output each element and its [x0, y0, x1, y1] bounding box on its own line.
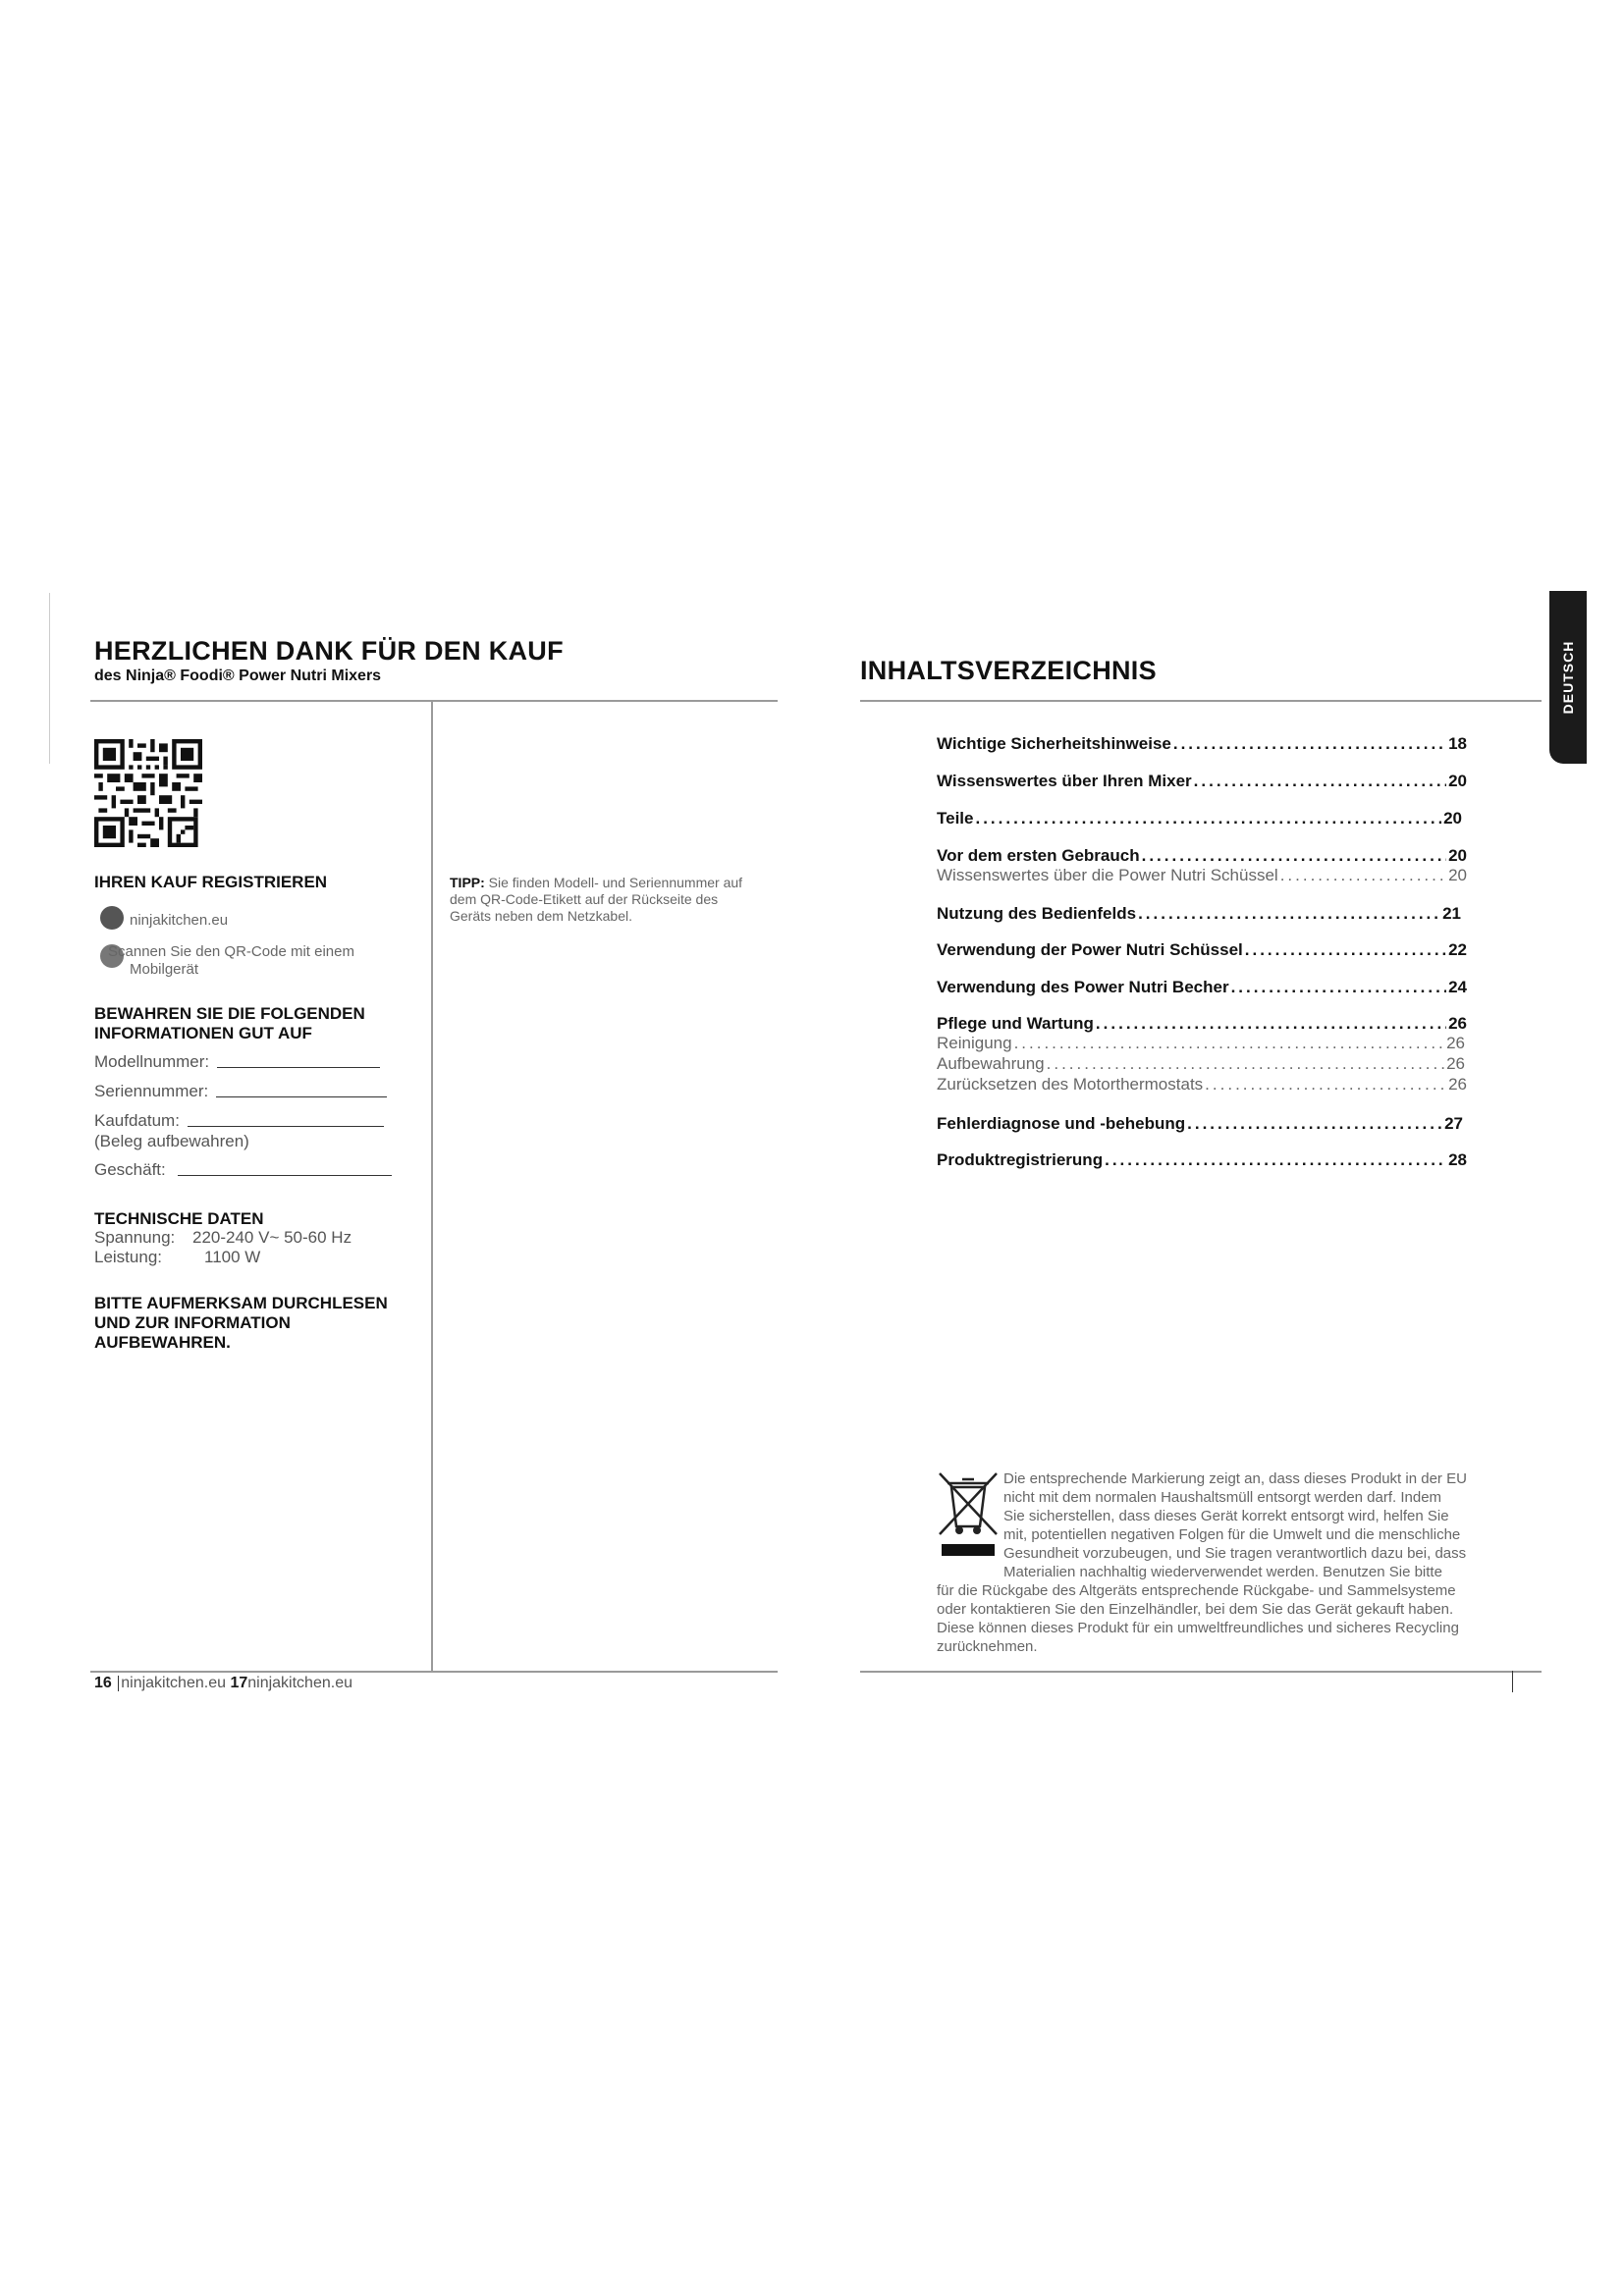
- toc-item[interactable]: [937, 940, 1467, 960]
- toc-leader-dots: [1245, 940, 1446, 960]
- register-heading: IHREN KAUF REGISTRIEREN: [94, 873, 328, 891]
- toc-item-page: 26: [1446, 1054, 1465, 1073]
- weee-line-5: Gesundheit vorzubeugen, und Sie tragen verantwortlich dazu bei, dass: [1003, 1545, 1467, 1562]
- weee-line-1: Die entsprechende Markierung zeigt an, dass dieses Produkt in der EU: [1003, 1470, 1467, 1487]
- toc-item-title: Pflege und Wartung: [937, 1014, 1094, 1033]
- tech-heading: TECHNISCHE DATEN: [94, 1209, 264, 1228]
- page-subtitle: des Ninja® Foodi® Power Nutri Mixers: [94, 667, 382, 684]
- weee-line-3: Sie sicherstellen, dass dieses Gerät korrekt entsorgt wird, helfen Sie: [1003, 1508, 1449, 1524]
- toc-item-title: Wissenswertes über Ihren Mixer: [937, 772, 1192, 790]
- toc-item-title: Wichtige Sicherheitshinweise: [937, 734, 1171, 753]
- toc-item-page: 20: [1448, 866, 1467, 884]
- toc-item[interactable]: [937, 809, 1462, 828]
- web-icon: [100, 906, 124, 930]
- toc-item[interactable]: [937, 734, 1467, 754]
- toc-item-page: 24: [1448, 978, 1467, 996]
- toc-leader-dots: [1014, 1034, 1445, 1053]
- toc-item[interactable]: [937, 1034, 1465, 1053]
- toc-leader-dots: [1047, 1054, 1444, 1074]
- toc-item-title: Verwendung der Power Nutri Schüssel: [937, 940, 1243, 959]
- toc-leader-dots: [1187, 1114, 1442, 1134]
- toc-item-title: Produktregistrierung: [937, 1150, 1104, 1169]
- toc-item[interactable]: [937, 772, 1467, 791]
- tip-line-2: dem QR-Code-Etikett auf der Rückseite des: [450, 891, 719, 907]
- read-notice-line-3: AUFBEWAHREN.: [94, 1333, 231, 1352]
- toc-item-page: 20: [1443, 809, 1462, 828]
- toc-title: INHALTSVERZEICHNIS: [860, 656, 1157, 685]
- toc-item[interactable]: [937, 846, 1467, 866]
- store-field[interactable]: [94, 1160, 392, 1180]
- tip-line-1: [450, 875, 742, 891]
- toc-item-title: Nutzung des Bedienfelds: [937, 904, 1137, 923]
- language-tab-label: DEUTSCH: [1560, 640, 1576, 715]
- serial-number-field[interactable]: [94, 1082, 387, 1101]
- toc-item-title: Reinigung: [937, 1034, 1012, 1052]
- toc-item-page: 20: [1448, 846, 1467, 865]
- serial-number-label: Seriennummer:: [94, 1082, 209, 1100]
- model-number-field[interactable]: [94, 1052, 380, 1072]
- toc-item-title: Teile: [937, 809, 974, 828]
- footer-divider-left: [90, 1671, 778, 1673]
- toc-leader-dots: [1105, 1150, 1446, 1170]
- tip-text-1: Sie finden Modell- und Seriennummer auf: [488, 875, 743, 890]
- keep-info-heading-line-1: BEWAHREN SIE DIE FOLGENDEN: [94, 1004, 365, 1023]
- weee-line-9: Diese können dieses Produkt für ein umweltfreundliches und sicheres Recycling: [937, 1620, 1459, 1636]
- keep-info-heading-line-2: INFORMATIONEN GUT AUF: [94, 1024, 312, 1042]
- voltage-value: 220-240 V~ 50-60 Hz: [192, 1228, 352, 1247]
- weee-line-8: oder kontaktieren Sie den Einzelhändler, bei dem Sie das Gerät gekauft haben.: [937, 1601, 1454, 1618]
- toc-item-title: Verwendung des Power Nutri Becher: [937, 978, 1229, 996]
- toc-item[interactable]: [937, 1150, 1467, 1170]
- toc-leader-dots: [1280, 866, 1446, 885]
- weee-line-4: mit, potentiellen negativen Folgen für die Umwelt und die menschliche: [1003, 1526, 1461, 1543]
- purchase-date-label: Kaufdatum:: [94, 1111, 180, 1130]
- weee-line-10: zurücknehmen.: [937, 1638, 1038, 1655]
- voltage-label: Spannung:: [94, 1228, 176, 1247]
- qr-code: [94, 739, 202, 847]
- page-title: HERZLICHEN DANK FÜR DEN KAUF: [94, 636, 564, 666]
- footer-site-left[interactable]: ninjakitchen.eu: [121, 1675, 226, 1691]
- page-number-right: 17: [230, 1675, 248, 1691]
- footer-site-right[interactable]: ninjakitchen.eu: [247, 1675, 352, 1691]
- receipt-note: (Beleg aufbewahren): [94, 1132, 249, 1150]
- page-number-left: 16: [94, 1675, 112, 1691]
- toc-item[interactable]: [937, 866, 1467, 885]
- toc-item-page: 26: [1448, 1075, 1467, 1094]
- toc-item-title: Vor dem ersten Gebrauch: [937, 846, 1140, 865]
- power-value: 1100 W: [204, 1248, 261, 1266]
- store-label: Geschäft:: [94, 1160, 166, 1179]
- toc-leader-dots: [1231, 978, 1447, 997]
- footer-divider-right: [860, 1671, 1542, 1673]
- toc-leader-dots: [1138, 904, 1440, 924]
- toc-item[interactable]: [937, 978, 1467, 997]
- toc-item[interactable]: [937, 1014, 1467, 1034]
- title-divider-left: [90, 700, 778, 702]
- toc-item-title: Aufbewahrung: [937, 1054, 1045, 1073]
- column-divider: [431, 700, 433, 1672]
- weee-bin-icon: [936, 1469, 1001, 1560]
- toc-leader-dots: [1205, 1075, 1446, 1095]
- toc-item[interactable]: [937, 1114, 1463, 1134]
- toc-item-title: Zurücksetzen des Motorthermostats: [937, 1075, 1204, 1094]
- register-website[interactable]: ninjakitchen.eu: [130, 912, 229, 929]
- toc-item-page: 20: [1448, 772, 1467, 790]
- tip-label: TIPP:: [450, 875, 485, 890]
- purchase-date-field[interactable]: [94, 1111, 384, 1131]
- toc-item-page: 28: [1448, 1150, 1467, 1169]
- toc-item-page: 27: [1444, 1114, 1463, 1133]
- scan-instruction-line-2: Mobilgerät: [130, 961, 199, 978]
- toc-item[interactable]: [937, 1075, 1467, 1095]
- read-notice-line-2: UND ZUR INFORMATION: [94, 1313, 291, 1332]
- toc-leader-dots: [1173, 734, 1446, 754]
- toc-leader-dots: [1142, 846, 1446, 866]
- toc-item[interactable]: [937, 1054, 1465, 1074]
- toc-item-page: 22: [1448, 940, 1467, 959]
- footer-tick-right: [1512, 1671, 1513, 1692]
- weee-line-2: nicht mit dem normalen Haushaltsmüll entsorgt werden darf. Indem: [1003, 1489, 1442, 1506]
- toc-item-page: 18: [1448, 734, 1467, 753]
- weee-line-6: Materialien nachhaltig wiederverwendet werden. Benutzen Sie bitte: [1003, 1564, 1442, 1580]
- toc-leader-dots: [975, 809, 1441, 828]
- toc-item-title: Fehlerdiagnose und -behebung: [937, 1114, 1186, 1133]
- toc-item-page: 26: [1446, 1034, 1465, 1052]
- toc-item-title: Wissenswertes über die Power Nutri Schüssel: [937, 866, 1278, 884]
- footer-left: [94, 1675, 352, 1692]
- power-label: Leistung:: [94, 1248, 162, 1266]
- title-divider-right: [860, 700, 1542, 702]
- scan-instruction-line-1: Scannen Sie den QR-Code mit einem: [108, 943, 354, 960]
- toc-leader-dots: [1194, 772, 1446, 791]
- weee-line-7: für die Rückgabe des Altgeräts entsprechende Rückgabe- und Sammelsysteme: [937, 1582, 1456, 1599]
- toc-item-page: 26: [1448, 1014, 1467, 1033]
- model-number-label: Modellnummer:: [94, 1052, 210, 1071]
- toc-item-page: 21: [1442, 904, 1461, 923]
- read-notice-line-1: BITTE AUFMERKSAM DURCHLESEN: [94, 1294, 388, 1312]
- toc-item[interactable]: [937, 904, 1461, 924]
- toc-leader-dots: [1096, 1014, 1446, 1034]
- language-tab: [1549, 591, 1587, 764]
- tip-line-3: Geräts neben dem Netzkabel.: [450, 908, 632, 924]
- left-margin-line: [49, 593, 50, 764]
